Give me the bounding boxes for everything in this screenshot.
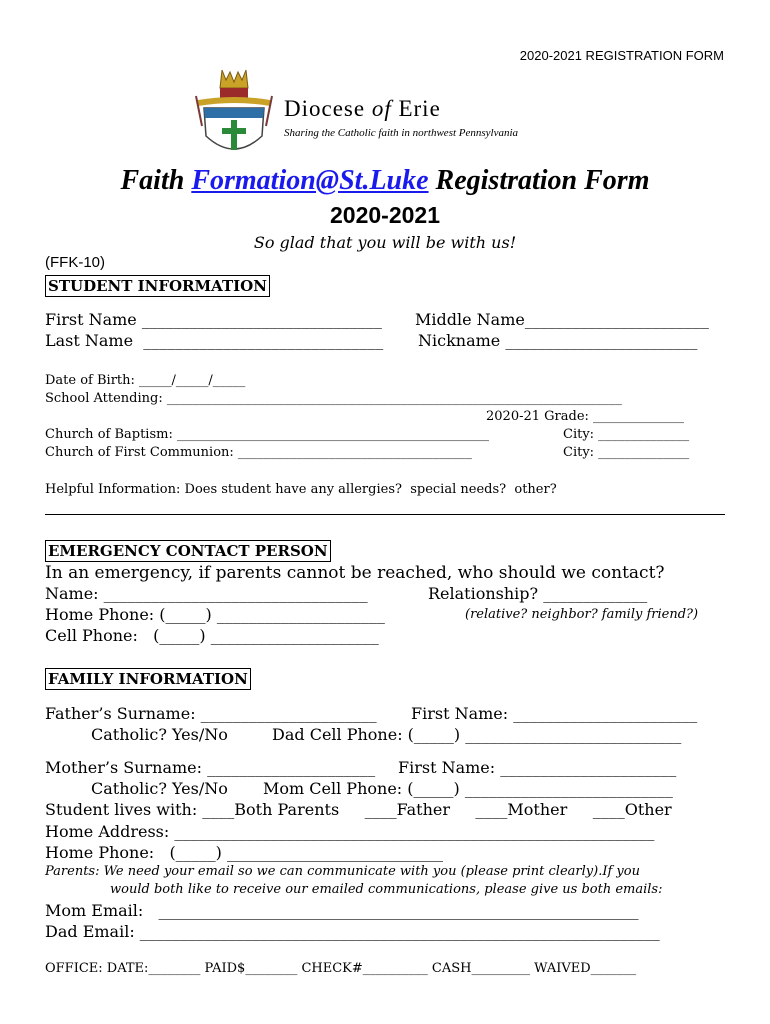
email-note-line-2: would both like to receive our emailed communications, please give us both emails: [110,882,663,897]
welcome-message: So glad that you will be with us! [253,233,517,252]
family-section-heading: FAMILY INFORMATION [45,668,251,690]
email-note-line-1: Parents: We need your email so we can communicate with you (please print clearly).If you [45,864,640,879]
communion-church-field[interactable]: Church of First Communion: ____________________________________ [45,445,472,460]
mom-email-field[interactable]: Mom Email: ____________________________________________________________ [45,901,639,920]
helpful-information-label: Helpful Information: Does student have any allergies? special needs? other? [45,482,557,497]
mother-catholic-field[interactable]: Catholic? Yes/No [91,779,228,798]
dad-email-field[interactable]: Dad Email: _________________________________________________________________ [45,922,660,941]
mom-cell-phone-field[interactable]: Mom Cell Phone: (_____) __________________________ [263,779,673,798]
mother-surname-field[interactable]: Mother’s Surname: _____________________ [45,758,376,777]
emergency-name-field[interactable]: Name: _________________________________ [45,584,368,603]
emergency-cell-phone-field[interactable]: Cell Phone: (_____) _____________________ [45,626,379,645]
student-lives-with-field[interactable]: Student lives with: ____Both Parents ____Father ____Mother ____Other [45,800,672,819]
school-year: 2020-2021 [330,202,440,228]
emergency-relationship-field[interactable]: Relationship? _____________ [428,584,648,603]
communion-city-field[interactable]: City: ______________ [563,445,690,460]
diocese-name: Diocese of Erie [284,96,441,121]
dad-cell-phone-field[interactable]: Dad Cell Phone: (_____) ___________________________ [272,725,682,744]
father-catholic-field[interactable]: Catholic? Yes/No [91,725,228,744]
diocese-tagline: Sharing the Catholic faith in northwest Pennsylvania [284,127,519,139]
family-home-phone-field[interactable]: Home Phone: (_____) ___________________________ [45,843,444,862]
father-first-name-field[interactable]: First Name: _______________________ [411,704,698,723]
baptism-church-field[interactable]: Church of Baptism: ________________________________________________ [45,427,489,442]
student-section-heading: STUDENT INFORMATION [45,275,270,297]
student-last-name-field[interactable]: Last Name ______________________________ [45,331,384,350]
form-year-label: 2020-2021 REGISTRATION FORM [519,48,724,63]
emergency-home-phone-field[interactable]: Home Phone: (_____) _____________________ [45,605,385,624]
diocese-crest-logo [190,66,278,162]
title-link[interactable]: Formation@St.Luke [191,165,429,196]
baptism-city-field[interactable]: City: ______________ [563,427,690,442]
student-nickname-field[interactable]: Nickname ________________________ [418,331,698,350]
emergency-question: In an emergency, if parents cannot be reached, who should we contact? [45,563,665,583]
page-title: Faith Formation@St.Luke Registration Form [120,165,650,196]
student-school-field[interactable]: School Attending: ______________________________________________________________________ [45,391,622,406]
form-code: (FFK-10) [45,254,105,271]
student-first-name-field[interactable]: First Name ______________________________ [45,310,382,329]
office-use-line: OFFICE: DATE:________ PAID$________ CHECK#__________ CASH_________ WAIVED_______ [45,961,637,976]
home-address-field[interactable]: Home Address: ____________________________________________________________ [45,822,655,841]
father-surname-field[interactable]: Father’s Surname: ______________________ [45,704,377,723]
helpful-information-line[interactable] [45,514,725,515]
student-grade-field[interactable]: 2020-21 Grade: ______________ [486,409,685,424]
emergency-section-heading: EMERGENCY CONTACT PERSON [45,540,331,562]
student-middle-name-field[interactable]: Middle Name_______________________ [415,310,709,329]
relationship-hint: (relative? neighbor? family friend?) [465,607,699,622]
student-dob-field[interactable]: Date of Birth: _____/_____/_____ [45,373,246,388]
mother-first-name-field[interactable]: First Name: ______________________ [398,758,677,777]
